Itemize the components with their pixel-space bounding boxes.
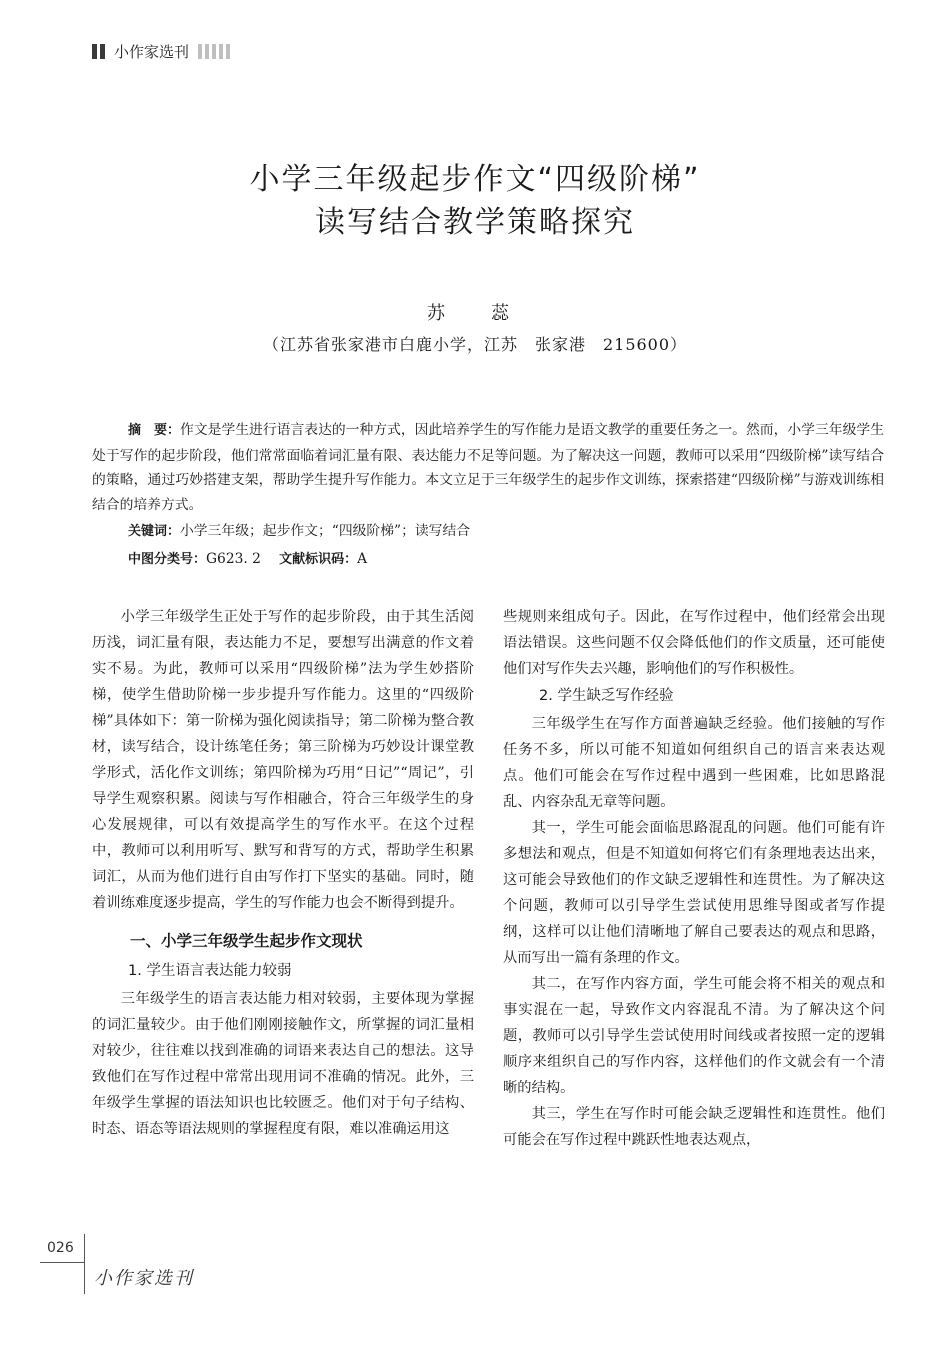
keywords-line xyxy=(128,519,884,545)
abstract-block xyxy=(92,418,884,572)
keywords-label: 关键词： xyxy=(128,524,181,539)
affiliation: （江苏省张家港市白鹿小学，江苏 张家港 215600） xyxy=(262,335,688,354)
journal-name: 小作家选刊 xyxy=(114,42,190,61)
title-line-2: 读写结合教学策略探究 xyxy=(315,205,635,240)
page-number: 026 xyxy=(47,1240,74,1256)
abstract-text: 作文是学生进行语言表达的一种方式，因此培养学生的写作能力是语文教学的重要任务之一。然而，小学三年级学生处于写作的起步阶段，他们常常面临着词汇量有限、表达能力不足等问题。为了解决这一问题，教师可以采用“四级阶梯”读写结合的策略，通过巧妙搭建支架，帮助学生提升写作能力。本文立足于三年级学生的起步作文训练，探索搭建“四级阶梯”与游戏训练相结合的培养方式。 xyxy=(92,422,884,513)
subsection-heading-2: 2. 学生缺乏写作经验 xyxy=(539,688,674,704)
journal-logo: 小作家选刊 xyxy=(94,1268,194,1289)
abstract-paragraph xyxy=(92,418,884,517)
running-header xyxy=(92,40,230,62)
clc-label: 中图分类号： xyxy=(128,551,207,567)
footer-divider-horizontal xyxy=(40,1262,84,1263)
footer-divider-vertical xyxy=(84,1234,85,1294)
section-heading-1: 一、小学三年级学生起步作文现状 xyxy=(130,932,363,950)
body-paragraph: 其二，在写作内容方面，学生可能会将不相关的观点和事实混在一起，导致作文内容混乱不清。为了解决这个问题，教师可以引导学生尝试使用时间线或者按照一定的逻辑顺序来组织自己的写作内容，这样他们的作文就会有一个清晰的结构。 xyxy=(503,976,885,1096)
body-paragraph: 三年级学生在写作方面普遍缺乏经验。他们接触的写作任务不多，所以可能不知道如何组织自己的语言来表达观点。他们可能会在写作过程中遇到一些困难，比如思路混乱、内容杂乱无章等问题。 xyxy=(503,716,885,810)
doc-code-value: A xyxy=(357,550,368,567)
doc-code-label: 文献标识码： xyxy=(279,551,358,567)
keywords-text: 小学三年级；起步作文；“四级阶梯”；读写结合 xyxy=(180,523,471,539)
author: 苏 蕊 xyxy=(427,303,523,324)
right-column xyxy=(503,604,885,1153)
classification-line xyxy=(128,547,884,573)
article-title xyxy=(0,158,950,244)
subsection-heading-1: 1. 学生语言表达能力较弱 xyxy=(128,963,292,979)
header-bars-left xyxy=(92,44,105,59)
clc-value: G623. 2 xyxy=(206,550,261,567)
body-paragraph: 其一，学生可能会面临思路混乱的问题。他们可能有许多想法和观点，但是不知道如何将它们有条理地表达出来，这可能会导致他们的作文缺乏逻辑性和连贯性。为了解决这个问题，教师可以引导学生尝试使用思维导图或者写作提纲，这样可以让他们清晰地了解自己要表达的观点和思路，从而写出一篇有条理的作文。 xyxy=(503,820,885,966)
left-column xyxy=(92,604,474,1142)
intro-paragraph: 小学三年级学生正处于写作的起步阶段，由于其生活阅历浅，词汇量有限，表达能力不足，要想写出满意的作文着实不易。为此，教师可以采用“四级阶梯”法为学生妙搭阶梯，使学生借助阶梯一步步提升写作能力。这里的“四级阶梯”具体如下：第一阶梯为强化阅读指导；第二阶梯为整合教材，读写结合，设计练笔任务；第三阶梯为巧妙设计课堂教学形式，活化作文训练；第四阶梯为巧用“日记”“周记”，引导学生观察积累。阅读与写作相融合，符合三年级学生的身心发展规律，可以有效提高学生的写作水平。在这个过程中，教师可以利用听写、默写和背写的方式，帮助学生积累词汇，从而为他们进行自由写作打下坚实的基础。同时，随着训练难度逐步提高，学生的写作能力也会不断得到提升。 xyxy=(92,609,474,911)
title-line-1: 小学三年级起步作文“四级阶梯” xyxy=(249,162,701,197)
header-bars-right xyxy=(198,44,230,59)
body-paragraph: 三年级学生的语言表达能力相对较弱，主要体现为掌握的词汇量较少。由于他们刚刚接触作文，所掌握的词汇量相对较少，往往难以找到准确的词语来表达自己的想法。这导致他们在写作过程中常常出现用词不准确的情况。此外，三年级学生掌握的语法知识也比较匮乏。他们对于句子结构、时态、语态等语法规则的掌握程度有限，难以准确运用这 xyxy=(92,991,474,1137)
body-paragraph: 其三，学生在写作时可能会缺乏逻辑性和连贯性。他们可能会在写作过程中跳跃性地表达观点， xyxy=(503,1106,885,1148)
abstract-label: 摘 要： xyxy=(128,423,181,438)
continued-paragraph: 些规则来组成句子。因此，在写作过程中，他们经常会出现语法错误。这些问题不仅会降低他们的作文质量，还可能使他们对写作失去兴趣，影响他们的写作积极性。 xyxy=(503,609,885,677)
